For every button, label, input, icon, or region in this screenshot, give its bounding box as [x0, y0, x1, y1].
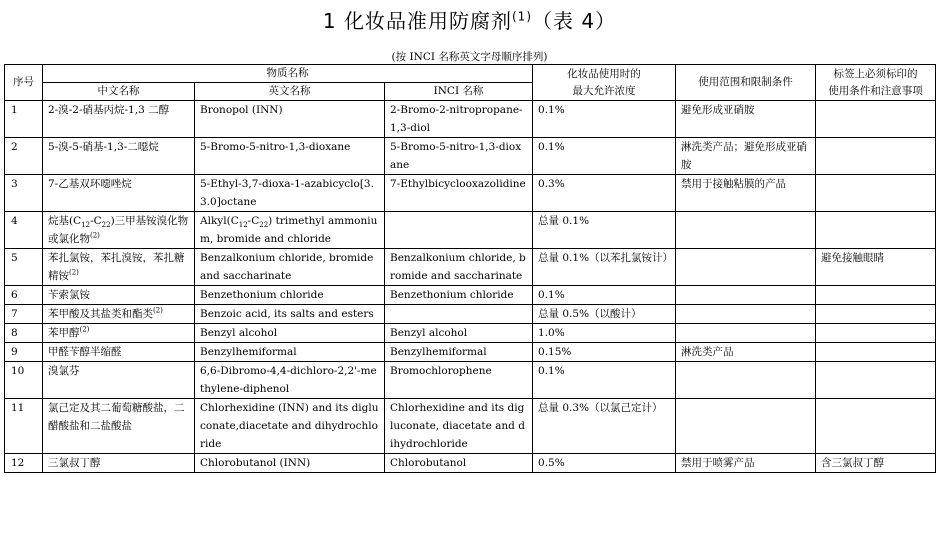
cn-text: 苯甲醇: [48, 327, 80, 339]
cell-label: [816, 101, 936, 138]
footnote-ref: (2): [90, 231, 100, 240]
cell-concentration: 0.3%: [533, 175, 676, 212]
cell-no: 4: [5, 212, 43, 249]
preservatives-table: [4, 64, 936, 473]
cell-en-name: Benzalkonium chloride, bromide and saccharinate: [195, 249, 385, 286]
cell-en-name: Bronopol (INN): [195, 101, 385, 138]
header-label-conditions: [816, 65, 936, 101]
cell-cn-name: 2-溴-2-硝基丙烷-1,3 二醇: [43, 101, 195, 138]
cell-label: [816, 212, 936, 249]
cell-label: 避免接触眼睛: [816, 249, 936, 286]
table-row: [5, 324, 936, 343]
cell-no: 2: [5, 138, 43, 175]
table-row: [5, 138, 936, 175]
cell-no: 12: [5, 454, 43, 473]
title-suffix: （表 4）: [532, 9, 617, 33]
cell-scope: 避免形成亚硝胺: [676, 101, 816, 138]
en-text: ) trimethyl ammonium, bromide and chloride: [200, 215, 378, 245]
cell-en-name: Chlorhexidine (INN) and its digluconate,diacetate and dihydrochloride: [195, 399, 385, 454]
cell-scope: 禁用于接触粘膜的产品: [676, 175, 816, 212]
cell-scope: 淋洗类产品: [676, 343, 816, 362]
cell-concentration: 总量 0.1%（以苯扎氯铵计）: [533, 249, 676, 286]
cell-cn-name: [43, 305, 195, 324]
cell-concentration: 0.1%: [533, 101, 676, 138]
subscript: 12: [81, 221, 91, 230]
cell-en-name: Chlorobutanol (INN): [195, 454, 385, 473]
header-en-name: 英文名称: [195, 83, 385, 101]
subscript: 22: [101, 221, 111, 230]
page-title: [0, 5, 939, 34]
cn-text: 苯扎氯铵，苯扎溴铵，苯扎糖精铵: [48, 252, 185, 282]
table-row: [5, 249, 936, 286]
title-footnote-ref: (1): [512, 9, 532, 24]
cell-cn-name: [43, 212, 195, 249]
cell-inci-name: Chlorobutanol: [385, 454, 533, 473]
header-conc-line2: 最大允许浓度: [572, 84, 636, 97]
cell-scope: [676, 399, 816, 454]
cell-concentration: 0.1%: [533, 138, 676, 175]
cell-scope: [676, 212, 816, 249]
cell-scope: 禁用于喷雾产品: [676, 454, 816, 473]
table-row: [5, 286, 936, 305]
cell-inci-name: Chlorhexidine and its digluconate, diacetate and dihydrochloride: [385, 399, 533, 454]
header-label-line2: 使用条件和注意事项: [828, 84, 923, 97]
cell-label: 含三氯叔丁醇: [816, 454, 936, 473]
cell-label: [816, 175, 936, 212]
header-cn-name: 中文名称: [43, 83, 195, 101]
cell-no: 7: [5, 305, 43, 324]
cell-inci-name: Benzylhemiformal: [385, 343, 533, 362]
cell-en-name: Benzoic acid, its salts and esters: [195, 305, 385, 324]
cn-text: -C: [90, 215, 102, 227]
cell-concentration: 0.5%: [533, 454, 676, 473]
cell-cn-name: 氯己定及其二葡萄糖酸盐，二醋酸盐和二盐酸盐: [43, 399, 195, 454]
cell-en-name: Benzethonium chloride: [195, 286, 385, 305]
cell-inci-name: Bromochlorophene: [385, 362, 533, 399]
cell-no: 11: [5, 399, 43, 454]
table-row: [5, 454, 936, 473]
cell-cn-name: 甲醛苄醇半缩醛: [43, 343, 195, 362]
cell-cn-name: 溴氯芬: [43, 362, 195, 399]
en-text: -C: [247, 215, 260, 227]
cell-inci-name: Benzethonium chloride: [385, 286, 533, 305]
cell-inci-name: 7-Ethylbicyclooxazolidine: [385, 175, 533, 212]
title-main: 1 化妆品准用防腐剂: [322, 9, 512, 33]
subscript: 12: [238, 221, 248, 230]
header-row-1: [5, 65, 936, 83]
cell-cn-name: [43, 249, 195, 286]
cell-cn-name: 7-乙基双环噁唑烷: [43, 175, 195, 212]
cell-scope: [676, 286, 816, 305]
cell-label: [816, 286, 936, 305]
cell-inci-name: [385, 212, 533, 249]
cell-inci-name: Benzalkonium chloride, bromide and saccharinate: [385, 249, 533, 286]
cell-inci-name: 5-Bromo-5-nitro-1,3-dioxane: [385, 138, 533, 175]
cell-scope: [676, 362, 816, 399]
cell-label: [816, 138, 936, 175]
table-row: [5, 343, 936, 362]
footnote-ref: (2): [79, 325, 90, 334]
header-no: 序号: [5, 65, 43, 101]
cell-inci-name: Benzyl alcohol: [385, 324, 533, 343]
cell-en-name: 5-Bromo-5-nitro-1,3-dioxane: [195, 138, 385, 175]
cn-text: 苯甲酸及其盐类和酯类: [48, 308, 153, 320]
header-conc-line1: 化妆品使用时的: [567, 67, 641, 80]
cell-concentration: 0.15%: [533, 343, 676, 362]
table-row: [5, 175, 936, 212]
table-row: [5, 362, 936, 399]
cell-inci-name: [385, 305, 533, 324]
cell-scope: [676, 305, 816, 324]
cell-scope: 淋洗类产品；避免形成亚硝胺: [676, 138, 816, 175]
table-row: [5, 305, 936, 324]
table-row: [5, 212, 936, 249]
subscript: 22: [259, 221, 269, 230]
cn-text: )三甲基铵溴化物或氯化物: [48, 215, 189, 245]
cell-concentration: 1.0%: [533, 324, 676, 343]
header-scope: 使用范围和限制条件: [676, 65, 816, 101]
cell-no: 1: [5, 101, 43, 138]
cell-label: [816, 305, 936, 324]
cell-concentration: 总量 0.1%: [533, 212, 676, 249]
table-row: [5, 101, 936, 138]
cell-inci-name: 2-Bromo-2-nitropropane-1,3-diol: [385, 101, 533, 138]
cell-en-name: [195, 212, 385, 249]
cell-en-name: 5-Ethyl-3,7-dioxa-1-azabicyclo[3.3.0]octane: [195, 175, 385, 212]
cell-cn-name: [43, 324, 195, 343]
cell-concentration: 总量 0.3%（以氯己定计）: [533, 399, 676, 454]
cell-en-name: 6,6-Dibromo-4,4-dichloro-2,2'-methylene-diphenol: [195, 362, 385, 399]
en-text: Alkyl(C: [200, 215, 239, 227]
cell-cn-name: 5-溴-5-硝基-1,3-二噁烷: [43, 138, 195, 175]
header-max-concentration: [533, 65, 676, 101]
cell-label: [816, 324, 936, 343]
cell-no: 3: [5, 175, 43, 212]
cell-concentration: 总量 0.5%（以酸计）: [533, 305, 676, 324]
cell-no: 9: [5, 343, 43, 362]
footnote-ref: (2): [69, 268, 79, 277]
table-row: [5, 399, 936, 454]
cell-no: 5: [5, 249, 43, 286]
cell-no: 6: [5, 286, 43, 305]
cn-text: 烷基(C: [48, 215, 82, 227]
cell-label: [816, 343, 936, 362]
cell-label: [816, 399, 936, 454]
cell-cn-name: 三氯叔丁醇: [43, 454, 195, 473]
header-label-line1: 标签上必须标印的: [833, 67, 918, 80]
cell-scope: [676, 249, 816, 286]
cell-en-name: Benzyl alcohol: [195, 324, 385, 343]
cell-cn-name: 苄索氯铵: [43, 286, 195, 305]
footnote-ref: (2): [153, 306, 163, 315]
cell-no: 10: [5, 362, 43, 399]
cell-concentration: 0.1%: [533, 362, 676, 399]
cell-concentration: 0.1%: [533, 286, 676, 305]
cell-scope: [676, 324, 816, 343]
page-subtitle: (按 INCI 名称英文字母顺序排列): [391, 51, 548, 63]
cell-no: 8: [5, 324, 43, 343]
cell-en-name: Benzylhemiformal: [195, 343, 385, 362]
cell-label: [816, 362, 936, 399]
header-inci-name: INCI 名称: [385, 83, 533, 101]
header-substance: 物质名称: [43, 65, 533, 83]
